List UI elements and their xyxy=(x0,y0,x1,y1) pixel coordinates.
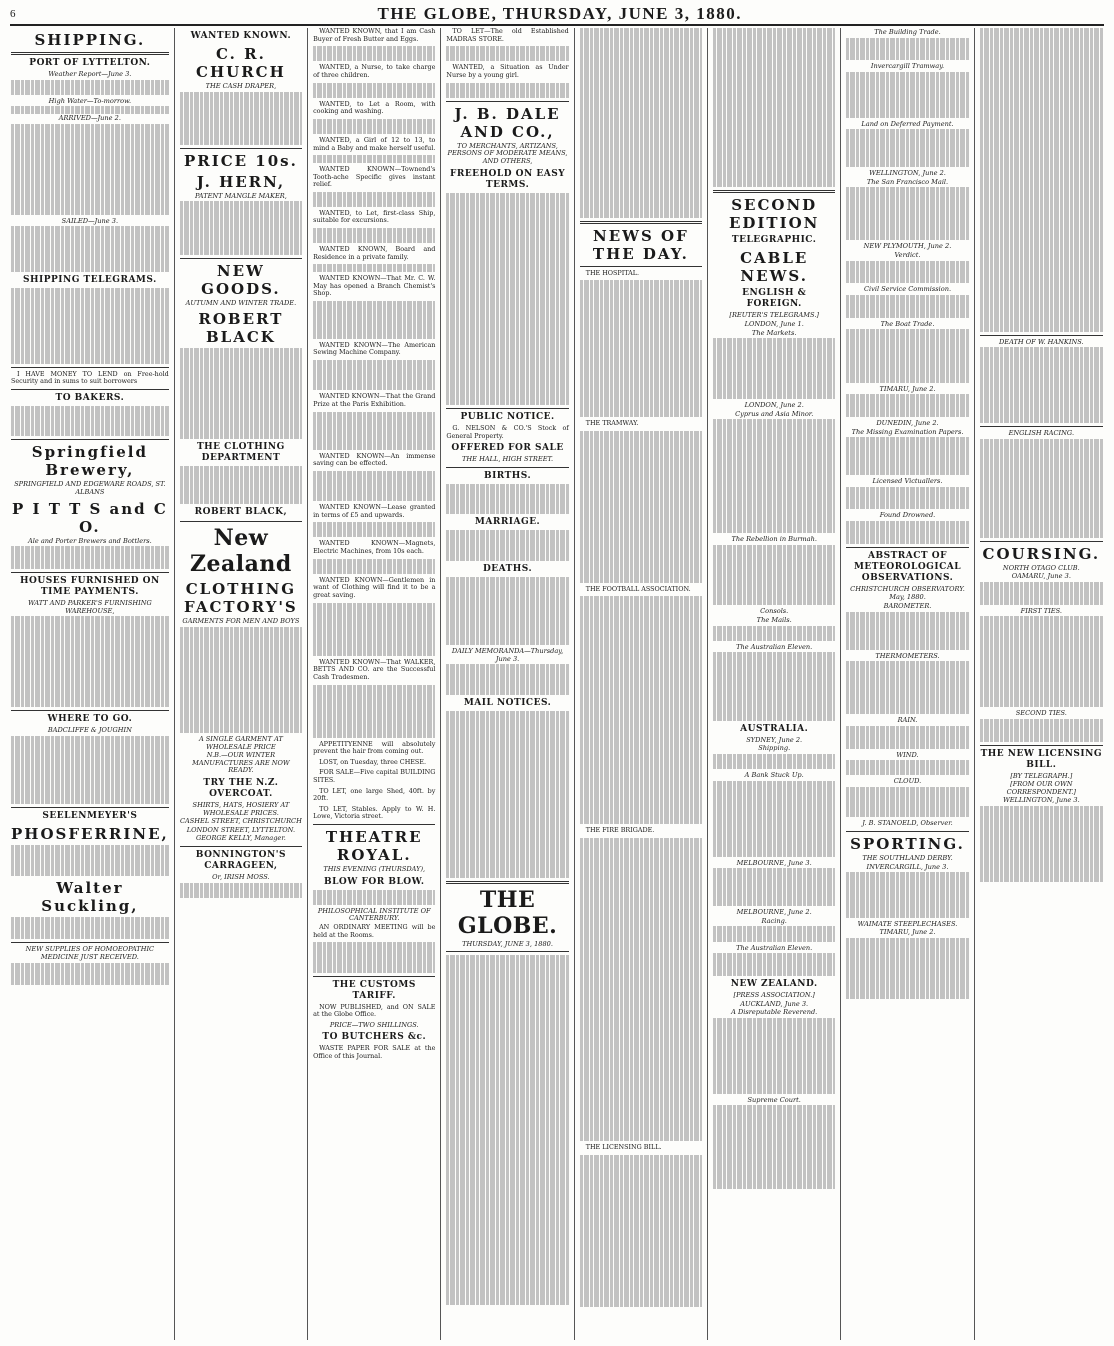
shirts-hats: SHIRTS, HATS, HOSIERY AT WHOLESALE PRICES. xyxy=(192,801,290,817)
supreme-court: Supreme Court. xyxy=(747,1095,801,1104)
column-6 xyxy=(708,28,841,1340)
melbourne-june-2: MELBOURNE, June 2. xyxy=(736,908,812,917)
new-plymouth: NEW PLYMOUTH, June 2. xyxy=(863,242,952,251)
dale-heading: J. B. DALE AND CO., xyxy=(454,104,561,141)
cyprus: Cyprus and Asia Minor. xyxy=(735,409,814,418)
text-block xyxy=(11,80,169,95)
news-of-the-day: NEWS OF THE DAY. xyxy=(592,226,689,263)
classified-ad: WANTED KNOWN—That Mr. C. W. May has opened a Branch Chemist's Shop. xyxy=(313,274,436,298)
first-ties: FIRST TIES. xyxy=(1020,606,1062,615)
north-otago: NORTH OTAGO CLUB. xyxy=(1002,563,1080,572)
missing-papers: The Missing Examination Papers. xyxy=(851,427,964,436)
news-football: THE FOOTBALL ASSOCIATION. xyxy=(585,584,691,593)
bank-stuck-up: A Bank Stuck Up. xyxy=(744,771,804,780)
arrived-heading: ARRIVED—June 2. xyxy=(58,113,121,122)
daily-memoranda: DAILY MEMORANDA—Thursday, June 3. xyxy=(451,647,564,663)
classified-ad: WANTED KNOWN—That WALKER, BETTS AND CO. are the Successful Cash Tradesmen. xyxy=(313,657,436,681)
column-3 xyxy=(308,28,441,1340)
walter-suckling: Walter Suckling, xyxy=(41,878,139,915)
waste-paper: WASTE PAPER FOR SALE at the Office of this Journal. xyxy=(313,1044,436,1060)
barometer: BAROMETER. xyxy=(883,602,932,610)
own-correspondent: [FROM OUR OWN CORRESPONDENT.] xyxy=(1006,780,1076,796)
where-to-go: WHERE TO GO. xyxy=(47,714,133,725)
sydney: SYDNEY, June 2. xyxy=(746,735,803,744)
lend-money-ad: I HAVE MONEY TO LEND on Free-hold Security and in sums to suit borrowers xyxy=(11,369,169,386)
globe-date: THURSDAY, JUNE 3, 1880. xyxy=(462,939,553,948)
civil-service: Civil Service Commission. xyxy=(863,285,952,294)
blow-for-blow: BLOW FOR BLOW. xyxy=(323,876,425,887)
new-zealand-heading: New Zealand xyxy=(190,525,292,578)
observer: J. B. STANOELD, Observer. xyxy=(862,819,953,828)
london-street: LONDON STREET, LYTTELTON. xyxy=(186,825,296,834)
news-licensing: THE LICENSING BILL. xyxy=(585,1143,662,1152)
classified-ad: TO LET—The old Established MADRAS STORE. xyxy=(446,27,569,43)
verdict: Verdict. xyxy=(894,251,921,260)
price-heading: PRICE 10s. xyxy=(183,151,298,170)
masthead xyxy=(10,4,1104,26)
mails: The Mails. xyxy=(756,616,792,625)
nelson-ad: G. NELSON & CO.'S Stock of General Property. xyxy=(446,424,569,440)
english-foreign: ENGLISH & FOREIGN. xyxy=(742,288,807,310)
sporting: SPORTING. xyxy=(850,835,965,854)
classified-ad: WANTED, a Situation as Under Nurse by a young girl. xyxy=(446,63,569,79)
column-5 xyxy=(575,28,708,1340)
australia: AUSTRALIA. xyxy=(740,723,809,734)
classified-ad: WANTED, to Let, first-class Ship, suitable for excursions. xyxy=(313,208,436,225)
australian-eleven: The Australian Eleven. xyxy=(736,642,813,651)
disreputable: A Disreputable Reverend. xyxy=(731,1008,818,1017)
consols: Consols. xyxy=(760,607,789,616)
column-8 xyxy=(975,28,1108,1340)
wellington: WELLINGTON, June 2. xyxy=(869,169,946,178)
coursing: COURSING. xyxy=(982,544,1101,563)
classified-ad: TO LET, Stables. Apply to W. H. Lowe, Victoria street. xyxy=(313,804,436,821)
badcliffe: BADCLIFFE & JOUGHIN xyxy=(47,726,132,735)
theatre-royal: THEATRE ROYAL. xyxy=(325,828,423,865)
price-two-shillings: PRICE—TWO SHILLINGS. xyxy=(329,1020,419,1029)
cashel-street: CASHEL STREET, CHRISTCHURCH xyxy=(179,817,302,826)
wanted-known: WANTED KNOWN. xyxy=(190,31,292,41)
offered-for-sale: OFFERED FOR SALE xyxy=(451,443,564,454)
church-heading: C. R. CHURCH xyxy=(196,45,286,81)
rain: RAIN. xyxy=(897,716,918,725)
markets: The Markets. xyxy=(751,328,797,337)
sailed-heading: SAILED—June 3. xyxy=(61,216,119,225)
houses-heading: HOUSES FURNISHED ON TIME PAYMENTS. xyxy=(20,575,160,597)
pitts-heading: P I T T S and C O. xyxy=(11,499,168,536)
classified-ad: APPETITYENNE will absolutely prevent the hair from coming out. xyxy=(313,739,436,756)
philosophical: PHILOSOPHICAL INSTITUTE OF CANTERBURY. xyxy=(317,906,431,923)
second-edition: SECOND EDITION xyxy=(728,196,820,233)
classified-ad: WANTED KNOWN, that I am Cash Buyer of Fresh Butter and Eggs. xyxy=(313,27,436,43)
seelenmeyer: SEELENMEYER'S xyxy=(42,811,138,822)
cable-news: CABLE NEWS. xyxy=(740,249,809,286)
shipping-telegrams: SHIPPING TELEGRAMS. xyxy=(23,274,157,285)
to-butchers: TO BUTCHERS &c. xyxy=(322,1032,427,1043)
may-1880: May, 1880. xyxy=(889,593,926,602)
bakers-heading: TO BAKERS. xyxy=(55,392,125,403)
cloud: CLOUD. xyxy=(893,777,922,786)
news-hospital: THE HOSPITAL. xyxy=(585,268,640,277)
classified-ad: WANTED KNOWN—An immense saving can be effected. xyxy=(313,451,436,468)
port-heading: PORT OF LYTTELTON. xyxy=(29,58,151,68)
second-ties: SECOND TIES. xyxy=(1015,709,1067,718)
australian-eleven-2: The Australian Eleven. xyxy=(736,943,813,952)
new-goods: NEW GOODS. xyxy=(201,261,281,298)
wind: WIND. xyxy=(896,750,919,759)
deaths: DEATHS. xyxy=(482,563,533,574)
clothing-dept: THE CLOTHING DEPARTMENT xyxy=(196,442,285,464)
garments: GARMENTS FOR MEN AND BOYS xyxy=(182,617,300,626)
shipping-heading: SHIPPING. xyxy=(34,31,146,49)
observatory: CHRISTCHURCH OBSERVATORY. xyxy=(850,584,965,593)
winter-manufactures: N.B.—OUR WINTER MANUFACTURES ARE NOW READY. xyxy=(192,751,290,775)
news-tramway: THE TRAMWAY. xyxy=(585,419,639,428)
marriage: MARRIAGE. xyxy=(474,517,541,528)
invercargill-june-3: INVERCARGILL, June 3. xyxy=(866,862,949,871)
licensed-victuallers: Licensed Victuallers. xyxy=(872,477,943,486)
robert-black-2: ROBERT BLACK, xyxy=(194,507,288,518)
dale-sub: TO MERCHANTS, ARTIZANS, PERSONS OF MODERATE MEANS, AND OTHERS, xyxy=(447,141,568,165)
meeting: AN ORDINARY MEETING will be held at the Rooms. xyxy=(313,923,436,939)
brewery-sub: SPRINGFIELD AND EDGEWARE ROADS, ST. ALBANS xyxy=(14,480,166,496)
the-hall: THE HALL, HIGH STREET. xyxy=(462,455,554,464)
pitts-sub: Ale and Porter Brewers and Bottlers. xyxy=(27,536,152,545)
masthead-title: THE GLOBE, THURSDAY, JUNE 3, 1880. xyxy=(377,4,742,23)
reuters: [REUTER'S TELEGRAMS.] xyxy=(729,311,819,320)
autumn-winter: AUTUMN AND WINTER TRADE. xyxy=(185,298,297,307)
death-hankins: DEATH OF W. HANKINS. xyxy=(999,337,1084,346)
theatre-sub: THIS EVENING (THURSDAY), xyxy=(323,865,426,874)
phosferrine: PHOSFERRINE, xyxy=(11,825,169,844)
found-drowned: Found Drowned. xyxy=(879,511,936,520)
thermometers: THERMOMETERS. xyxy=(875,651,940,660)
classified-ad: WANTED, to Let a Room, with cooking and washing. xyxy=(313,99,436,116)
classified-ad: WANTED KNOWN—That the Grand Prize at the Paris Exhibition. xyxy=(313,392,436,408)
new-zealand: NEW ZEALAND. xyxy=(730,978,818,989)
boat-trade: The Boat Trade. xyxy=(880,319,935,328)
classified-ad: WANTED KNOWN, Board and Residence in a private family. xyxy=(313,245,436,261)
single-garment: A SINGLE GARMENT AT WHOLESALE PRICE xyxy=(198,735,283,751)
the-globe-heading: THE GLOBE. xyxy=(457,886,558,939)
press-association: [PRESS ASSOCIATION.] xyxy=(733,990,815,999)
building-trade: The Building Trade. xyxy=(874,28,941,36)
san-francisco-mail: The San Francisco Mail. xyxy=(866,177,949,186)
overcoat: TRY THE N.Z. OVERCOAT. xyxy=(203,778,279,800)
by-telegraph: [BY TELEGRAPH.] xyxy=(1010,771,1073,780)
customs-tariff: THE CUSTOMS TARIFF. xyxy=(332,979,416,1001)
weather-report: Weather Report—June 3. xyxy=(48,70,132,78)
irish-moss: Or, IRISH MOSS. xyxy=(212,873,270,882)
southland-derby: THE SOUTHLAND DERBY. xyxy=(862,854,953,863)
homoeopathic: NEW SUPPLIES OF HOMOEOPATHIC MEDICINE JUST RECEIVED. xyxy=(25,945,155,961)
deferred-payment: Land on Deferred Payment. xyxy=(861,119,954,128)
page-number: 6 xyxy=(10,8,16,20)
classified-ad: WANTED KNOWN—Townend's Tooth-ache Specific gives instant relief. xyxy=(313,164,436,189)
classified-ad: WANTED KNOWN—Magnets, Electric Machines, from 10s each. xyxy=(313,539,436,556)
new-licensing-bill: THE NEW LICENSING BILL. xyxy=(980,748,1103,770)
burmah: The Rebellion in Burmah. xyxy=(731,535,817,544)
column-4 xyxy=(441,28,574,1340)
classified-ad: TO LET, one large Shed, 40ft. by 20ft. xyxy=(313,786,436,803)
classified-ad: WANTED, a Girl of 12 to 13, to mind a Baby and make herself useful. xyxy=(313,136,436,152)
classified-ad: WANTED KNOWN—Lease granted in terms of £5 and upwards. xyxy=(313,503,436,519)
shipping: Shipping. xyxy=(758,744,791,753)
london-june-1: LONDON, June 1. xyxy=(744,320,804,329)
columns xyxy=(6,28,1108,1340)
abstract-observations: ABSTRACT OF METEOROLOGICAL OBSERVATIONS. xyxy=(853,550,962,583)
watt-parker: WATT AND PARKER'S FURNISHING WAREHOUSE, xyxy=(27,598,152,615)
brewery-heading: Springfield Brewery, xyxy=(31,443,148,480)
column-1 xyxy=(6,28,175,1340)
births: BIRTHS. xyxy=(483,470,532,481)
robert-black: ROBERT BLACK xyxy=(198,310,284,347)
melbourne-june-3: MELBOURNE, June 3. xyxy=(736,858,812,867)
london-june-2: LONDON, June 2. xyxy=(744,401,804,409)
auckland: AUCKLAND, June 3. xyxy=(740,999,809,1008)
wellington-june-3: WELLINGTON, June 3. xyxy=(1002,796,1080,805)
timaru-june-2: TIMARU, June 2. xyxy=(879,928,936,937)
invercargill-tramway: Invercargill Tramway. xyxy=(870,62,945,71)
high-water: High Water—To-morrow. xyxy=(48,96,132,105)
racing: Racing. xyxy=(761,916,787,925)
kelly-manager: GEORGE KELLY, Manager. xyxy=(195,834,286,843)
clothing-factory: CLOTHING FACTORY'S xyxy=(184,580,298,617)
tariff-sub: NOW PUBLISHED, and ON SALE at the Globe Office. xyxy=(313,1002,436,1019)
column-7 xyxy=(841,28,974,1340)
telegraphic: TELEGRAPHIC. xyxy=(731,235,817,246)
waimate-steeplechases: WAIMATE STEEPLECHASES. xyxy=(857,919,958,928)
bonnington: BONNINGTON'S CARRAGEEN, xyxy=(195,850,287,872)
oamaru: OAMARU, June 3. xyxy=(1011,572,1071,581)
classified-ad: WANTED KNOWN—Gentlemen in want of Clothing will find it to be a great saving. xyxy=(313,575,436,599)
english-racing: ENGLISH RACING. xyxy=(1008,429,1075,438)
classified-ad: FOR SALE—Five capital BUILDING SITES. xyxy=(313,768,436,785)
classified-ad: WANTED KNOWN—The American Sewing Machine Company. xyxy=(313,340,436,357)
hern-sub: PATENT MANGLE MAKER, xyxy=(194,191,287,200)
hern-heading: J. HERN, xyxy=(196,172,286,191)
dunedin: DUNEDIN, June 2. xyxy=(876,418,939,427)
mail-notices: MAIL NOTICES. xyxy=(463,697,552,708)
cash-draper: THE CASH DRAPER, xyxy=(205,82,277,90)
public-notice: PUBLIC NOTICE. xyxy=(460,412,555,423)
news-fire: THE FIRE BRIGADE. xyxy=(585,826,655,834)
column-2 xyxy=(175,28,308,1340)
freehold: FREEHOLD ON EASY TERMS. xyxy=(449,168,566,190)
timaru: TIMARU, June 2. xyxy=(879,384,936,393)
classified-ad: LOST, on Tuesday, three CHESE. xyxy=(319,757,427,766)
classified-ad: WANTED, a Nurse, to take charge of three children. xyxy=(313,63,436,79)
